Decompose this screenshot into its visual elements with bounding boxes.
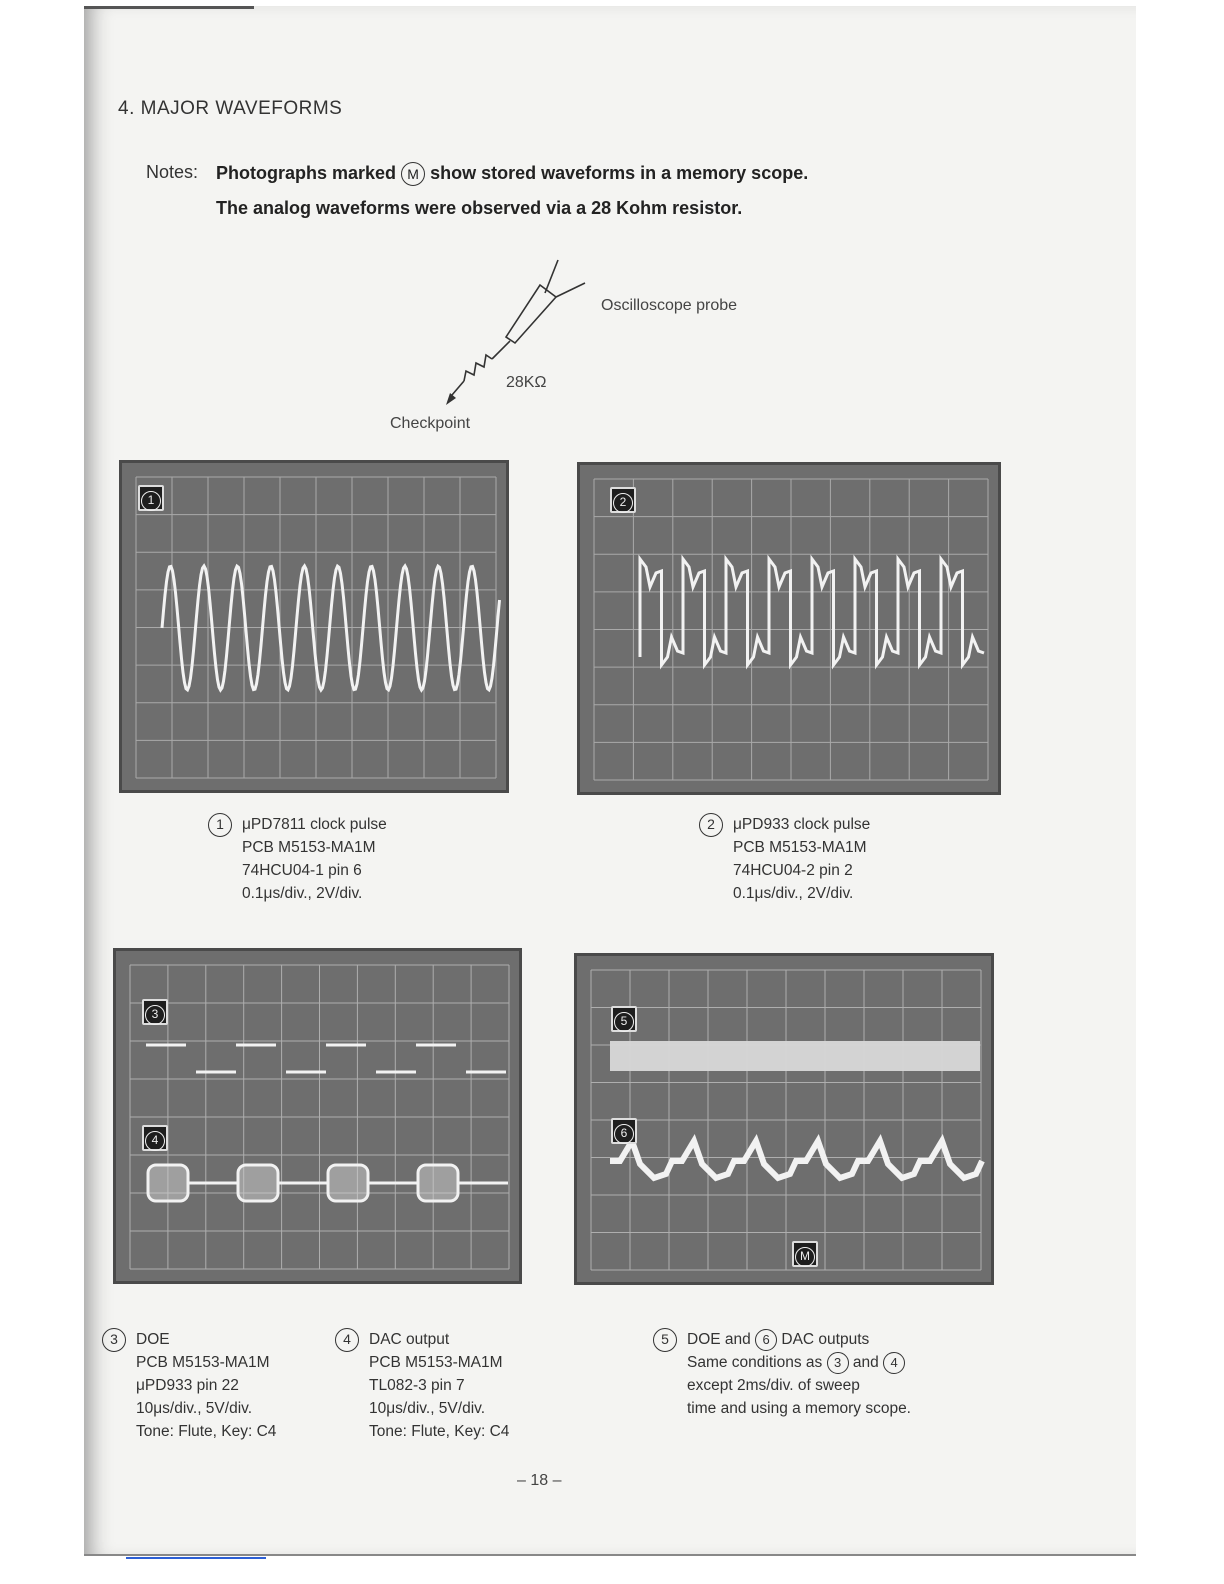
caption-5-text: Same conditions as bbox=[687, 1354, 823, 1371]
caption-4-line: PCB M5153-MA1M bbox=[369, 1354, 503, 1371]
scope-photo-2 bbox=[577, 462, 1001, 795]
scope-1-screen bbox=[122, 463, 506, 790]
caption-5-number: 5 bbox=[653, 1328, 677, 1352]
section-heading: 4. MAJOR WAVEFORMS bbox=[118, 98, 343, 119]
probe-label: Oscilloscope probe bbox=[601, 297, 738, 314]
probe-cable bbox=[545, 260, 558, 293]
dac-burst bbox=[148, 1165, 188, 1201]
caption-2-number: 2 bbox=[699, 813, 723, 837]
caption-4-line: DAC output bbox=[369, 1331, 450, 1348]
scope-2-tag: 2 bbox=[610, 487, 636, 513]
caption-3-line: DOE bbox=[136, 1331, 170, 1348]
caption-4 bbox=[343, 1328, 510, 1443]
dac-burst bbox=[328, 1165, 368, 1201]
scope-2-screen bbox=[580, 465, 998, 792]
caption-6-text: DAC outputs bbox=[781, 1331, 870, 1348]
scope-photo-5-6 bbox=[574, 953, 994, 1285]
notes-line-1-pre: Photographs marked bbox=[216, 162, 397, 183]
caption-3-line: Tone: Flute, Key: C4 bbox=[136, 1423, 277, 1440]
notes-label: Notes: bbox=[146, 162, 199, 182]
checkpoint-arrow-icon bbox=[446, 393, 456, 405]
caption-4-line: Tone: Flute, Key: C4 bbox=[369, 1423, 510, 1440]
scan-edge-bottom bbox=[84, 1554, 1136, 1556]
caption-3 bbox=[110, 1328, 277, 1443]
dac-memory-trace bbox=[610, 1141, 982, 1178]
caption-1-line: μPD7811 clock pulse bbox=[242, 816, 387, 833]
caption-2-line: PCB M5153-MA1M bbox=[733, 839, 867, 856]
caption-5-6 bbox=[661, 1328, 911, 1420]
scope-1-tag: 1 bbox=[138, 485, 164, 511]
scope-4-tag: 4 bbox=[142, 1125, 168, 1151]
probe-body bbox=[506, 285, 556, 343]
memory-marker-tag: M bbox=[792, 1241, 818, 1267]
caption-6-number: 6 bbox=[755, 1329, 777, 1351]
caption-3-number: 3 bbox=[102, 1328, 126, 1352]
caption-2-line: 74HCU04-2 pin 2 bbox=[733, 862, 853, 879]
caption-3-line: 10μs/div., 5V/div. bbox=[136, 1400, 253, 1417]
notes-line-1 bbox=[216, 162, 808, 186]
scope-5-tag: 5 bbox=[611, 1006, 637, 1032]
caption-5-line-2 bbox=[687, 1351, 911, 1374]
dac-burst bbox=[238, 1165, 278, 1201]
scan-margin bbox=[0, 0, 84, 1584]
scope-3-4-screen bbox=[116, 951, 519, 1281]
caption-1-number: 1 bbox=[208, 813, 232, 837]
caption-1-line: 74HCU04-1 pin 6 bbox=[242, 862, 362, 879]
scope-3-tag: 3 bbox=[142, 999, 168, 1025]
caption-3-ref: 3 bbox=[827, 1352, 849, 1374]
checkpoint-label: Checkpoint bbox=[390, 415, 471, 432]
caption-3-line: PCB M5153-MA1M bbox=[136, 1354, 270, 1371]
notes-line-1-post: show stored waveforms in a memory scope. bbox=[430, 162, 809, 183]
scope-photo-3-4 bbox=[113, 948, 522, 1284]
scan-edge-top bbox=[84, 6, 254, 9]
resistor-zigzag bbox=[464, 355, 492, 381]
caption-2-line: μPD933 clock pulse bbox=[733, 816, 871, 833]
scan-blue-mark bbox=[126, 1557, 266, 1559]
caption-1-line: PCB M5153-MA1M bbox=[242, 839, 376, 856]
caption-2 bbox=[707, 813, 871, 905]
caption-5-line-1 bbox=[687, 1328, 911, 1351]
caption-5-text: and bbox=[852, 1354, 879, 1371]
scope-6-tag: 6 bbox=[611, 1118, 637, 1144]
page-number: – 18 – bbox=[517, 1472, 562, 1489]
caption-4-line: 10μs/div., 5V/div. bbox=[369, 1400, 486, 1417]
caption-4-number: 4 bbox=[335, 1328, 359, 1352]
caption-4-ref: 4 bbox=[883, 1352, 905, 1374]
caption-5-line-3: except 2ms/div. of sweep bbox=[687, 1377, 860, 1394]
caption-5-text: DOE and bbox=[687, 1331, 751, 1348]
scope-5-6-screen bbox=[577, 956, 991, 1282]
dac-burst bbox=[418, 1165, 458, 1201]
scope-photo-1 bbox=[119, 460, 509, 793]
doe-memory-band bbox=[610, 1041, 980, 1071]
dac-trace bbox=[148, 1165, 508, 1201]
caption-1-line: 0.1μs/div., 2V/div. bbox=[242, 885, 363, 902]
clock-square-trace bbox=[640, 559, 984, 665]
memory-marker-icon: M bbox=[401, 162, 425, 186]
notes-line-2: The analog waveforms were observed via a 28 Kohm resistor. bbox=[216, 198, 743, 218]
caption-1 bbox=[216, 813, 387, 905]
doe-trace bbox=[146, 1045, 506, 1072]
caption-5-line-4: time and using a memory scope. bbox=[687, 1400, 911, 1417]
resistor-label: 28KΩ bbox=[506, 374, 547, 391]
caption-2-line: 0.1μs/div., 2V/div. bbox=[733, 885, 854, 902]
caption-3-line: μPD933 pin 22 bbox=[136, 1377, 239, 1394]
caption-4-line: TL082-3 pin 7 bbox=[369, 1377, 465, 1394]
